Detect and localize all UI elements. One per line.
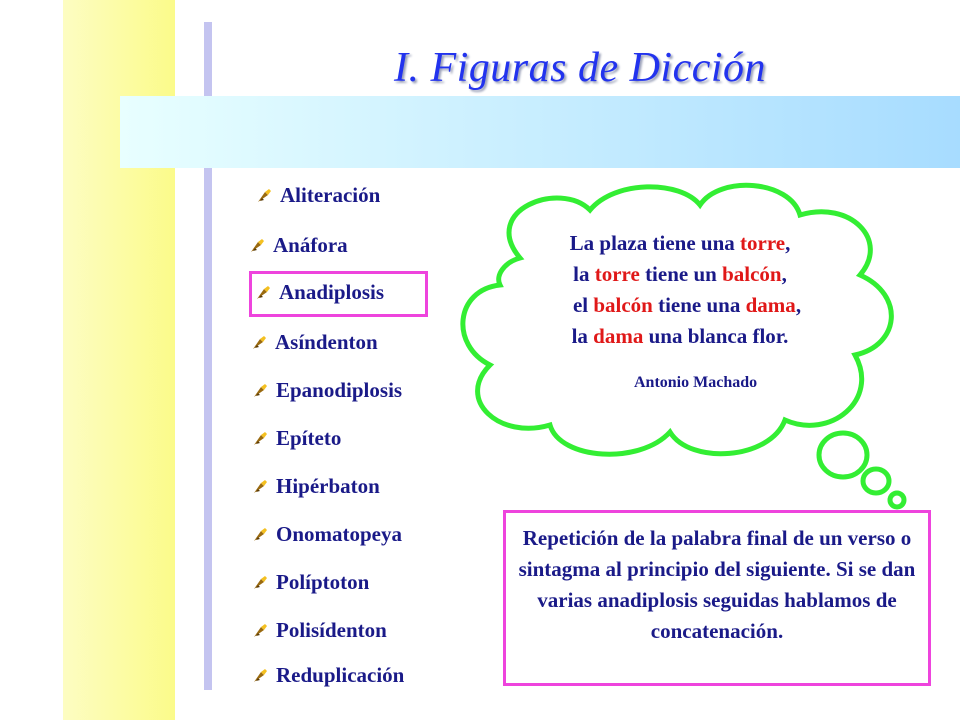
poem-text: tiene una [652,293,746,317]
figure-label: Hipérbaton [276,474,380,498]
figure-label: Polisídenton [276,618,387,642]
poem-highlight: balcón [722,262,782,286]
poem-text: el [572,293,594,317]
poem-highlight: torre [594,262,640,286]
poem-highlight: balcón [593,293,653,317]
poem-line-2 [500,259,860,290]
poem-line-3 [500,290,860,321]
poem-text: , [795,293,802,317]
slide-title: I. Figuras de Dicción [393,45,767,91]
poem-author: Antonio Machado [634,374,758,391]
definition-box: Repetición de la palabra final de un verso o sintagma al principio del siguiente. Si se dan varias anadiplosis seguidas hablamos de concatenación. [503,510,931,686]
figure-label: Políptoton [276,570,370,594]
poem [500,228,860,352]
poem-text: la [571,324,594,348]
figure-label: Aliteración [280,183,381,207]
poem-text: la [573,262,595,286]
figure-label: Epanodiplosis [276,378,403,402]
poem-highlight: dama [593,324,644,348]
poem-text: La plaza tiene una [569,231,741,255]
figure-label: Epíteto [276,426,342,450]
poem-text: , [781,262,787,286]
thought-bubble-medium [863,469,889,493]
poem-text: tiene un [639,262,723,286]
figure-label: Asíndenton [275,330,378,354]
poem-line-4 [500,321,860,352]
figure-label: Anadiplosis [279,280,385,304]
thought-bubble-small [890,493,904,507]
poem-text: , [785,231,791,255]
thought-bubble-large [819,433,867,477]
figure-label: Reduplicación [276,663,405,687]
figure-label: Anáfora [273,233,348,257]
figure-label: Onomatopeya [276,522,402,546]
poem-highlight: torre [740,231,786,255]
poem-highlight: dama [745,293,796,317]
poem-text: una blanca flor. [643,324,789,348]
poem-line-1 [500,228,860,259]
